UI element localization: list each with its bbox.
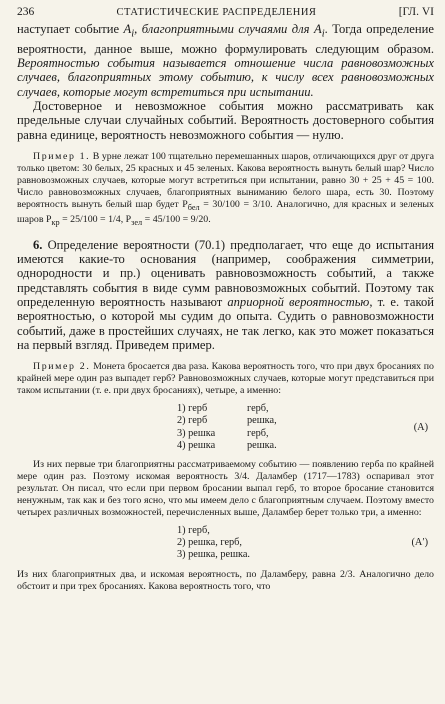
text: наступает событие <box>17 22 124 36</box>
example-2 <box>17 361 434 397</box>
table-cell: 4) решка <box>177 439 216 451</box>
text: . Тогда определение вероятности, данное выше, можно формулировать следующим образом. <box>17 22 434 56</box>
paragraph-dalembert <box>17 459 434 519</box>
paragraph-definition <box>17 22 434 99</box>
text: Из них благоприятных два, и искомая вероятность, по Даламберу, равна <box>17 568 340 580</box>
paragraph-conclusion <box>17 569 434 593</box>
text: Из них первые три благоприятны рассматриваемому событию — появлению герба по крайней мере один раз. Поэтому искомая вероятность <box>17 459 434 483</box>
text: . Аналогично дело обстоит и при трех бросаниях. Какова вероятность того, что <box>17 568 434 592</box>
section-6-paragraph <box>17 238 434 352</box>
italic-term: априорной вероятностью <box>227 295 370 310</box>
italic-definition: Вероятностью события называется отношение числа равновозможных случаев, благоприятных этому событию, к числу всех равновозможных случаев, которые могут встретиться при испытании. <box>17 56 434 99</box>
table-row: 2) решка, герб, <box>177 537 242 549</box>
table-row: 1) герб, <box>177 525 210 537</box>
table-row <box>177 440 434 452</box>
table-cell: герб, <box>247 427 269 439</box>
text: Определение вероятности (70.1) предполагает, что еще до испытания имеются какие-то основания (например, соображения симметрии, однородности и пр.) оценивать равновозможность событий, а также представлять события в виде сумм равновозможных событий. Поэтому так определенную вероятность называют <box>17 237 434 310</box>
section-number: 6. <box>33 237 43 252</box>
math-subscript: зел <box>131 217 143 227</box>
text: = 45/100 = 9/20. <box>142 213 211 225</box>
chapter-mark: [ГЛ. VI <box>398 6 434 18</box>
table-cell: 1) герб <box>177 403 208 415</box>
math-subscript: i <box>131 28 135 40</box>
math-symbol: A <box>313 22 322 36</box>
math-subscript: i <box>321 28 325 40</box>
outcomes-table-a <box>17 403 434 452</box>
equation-tag: (A) <box>413 421 428 433</box>
fraction: 3/4 <box>234 471 248 483</box>
text: . Даламбер (1717—1783) оспаривал этот результат. Он писал, что если при первом бросании выпал герб, то второе бросание становится ненужным, так как и без того ясно, что мы имеем дело с благоприятным случаем. Поэтому вместо четырех различных возможностей, перечисленных выше, Даламбер берет только три, а именно: <box>17 471 434 519</box>
example-label: Пример 2. <box>33 361 91 373</box>
table-cell: решка, <box>247 415 277 427</box>
text: , т. е. такой вероятностью, о которой мы судим до опыта. Судить о равновозможности событий, даже в простейших случаях, не так легко, как это может показаться на первый взгляд. Приведем пример. <box>17 295 434 352</box>
table-cell: решка. <box>247 439 277 451</box>
text: Монета бросается два раза. Какова вероятность того, что при двух бросаниях по крайней мере один раз выпадет герб? Равновозможных случаев, которые могут представиться при таком испытании (т. е. при двух бросаниях), четыре, а именно: <box>17 361 434 397</box>
outcomes-table-a-prime <box>17 525 434 562</box>
table-cell: герб, <box>247 403 269 415</box>
fraction: 2/3 <box>339 568 353 580</box>
running-title: СТАТИСТИЧЕСКИЕ РАСПРЕДЕЛЕНИЯ <box>116 7 317 18</box>
table-row: 3) решка, решка. <box>177 549 251 561</box>
italic-text: , благоприятными случаями для <box>134 22 314 36</box>
table-cell: 3) решка <box>177 427 216 439</box>
text: = 30/100 = 3/10. Аналогично, для красных и зеленых шаров P <box>17 198 434 225</box>
math-subscript: кр <box>51 217 60 227</box>
equation-tag: (A′) <box>411 537 428 549</box>
table-row <box>177 428 434 440</box>
math-symbol: A <box>123 22 132 36</box>
table-row <box>177 415 434 427</box>
running-header <box>17 6 434 18</box>
paragraph-limit-cases: Достоверное и невозможное события можно рассматривать как предельные случаи случайных событий. Вероятность достоверного события равна единице, вероятность невозможного события — нулю. <box>17 99 434 142</box>
example-1 <box>17 151 434 229</box>
table-row <box>177 403 434 415</box>
example-label: Пример 1. <box>33 150 91 162</box>
math-subscript: бел <box>187 202 200 212</box>
text: В урне лежат 100 тщательно перемешанных шаров, отличающихся друг от друга только цветом: 30 белых, 25 красных и 45 зеленых. Какова вероятность вынуть белый шар? Число равновозможных случаев, которые могут встретиться при испытании, равно 30 + 25 + 45 = 100. Число равновозможных случаев, благоприятных выниманию белого шара, есть 30. Поэтому вероятность вынуть белый шар будет P <box>17 150 434 210</box>
page-number: 236 <box>17 6 35 18</box>
table-cell: 2) герб <box>177 415 208 427</box>
text: = 25/100 = 1/4, P <box>59 213 132 225</box>
